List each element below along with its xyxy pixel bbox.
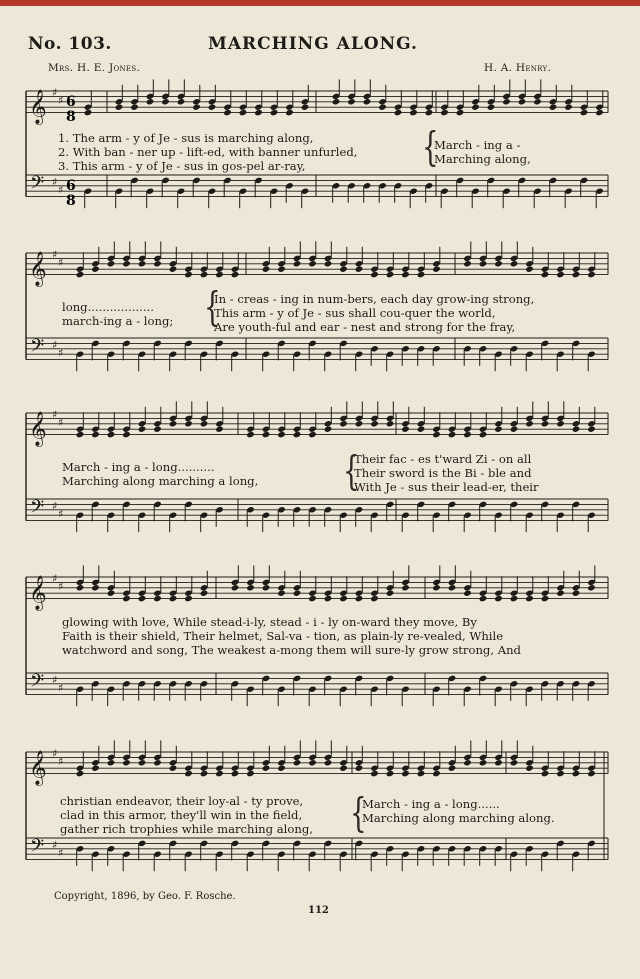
system3-bass-clef: 𝄢 xyxy=(30,497,45,523)
system5-key-sharp: ♯ xyxy=(58,755,64,769)
system1-refrain-brace: { xyxy=(422,124,439,172)
system1-bass-key-sharp: ♯ xyxy=(52,175,58,189)
bass-time-signature-bottom: 8 xyxy=(66,193,76,209)
system2-verse2: This arm - y of Je - sus shall cou-quer the world, xyxy=(214,306,496,320)
system5-refrain1: March - ing a - long...... xyxy=(362,797,500,811)
system4-bass-key-sharp: ♯ xyxy=(52,673,58,687)
system4-verse1: glowing with love, While stead-i-ly, stead - i - ly on-ward they move, By xyxy=(62,615,477,629)
time-signature-top: 6 xyxy=(66,94,76,110)
composer-credit: H. A. Henry. xyxy=(484,62,552,74)
system4-bass-clef: 𝄢 xyxy=(30,671,45,697)
system1-refrain1: March - ing a - xyxy=(434,138,521,152)
page-number: 112 xyxy=(308,905,329,916)
lyricist-credit: Mrs. H. E. Jones. xyxy=(48,62,141,74)
system5-treble-clef: 𝄞 xyxy=(29,750,47,786)
system2-bass-clef: 𝄢 xyxy=(30,336,45,362)
system3-treble-clef: 𝄞 xyxy=(29,411,47,447)
system5-refrain-brace: { xyxy=(350,790,367,838)
system3-key-sharp: ♯ xyxy=(58,416,64,430)
system1-verse2: 2. With ban - ner up - lift-ed, with banner unfurled, xyxy=(58,145,358,159)
system2-refrain1: long.................. xyxy=(62,300,154,314)
system2-refrain2: march-ing a - long; xyxy=(62,314,174,328)
system2-verse1: In - creas - ing in num-bers, each day grow-ing strong, xyxy=(214,292,535,306)
system4-key-sharp: ♯ xyxy=(52,572,58,585)
system5-key-sharp: ♯ xyxy=(52,747,58,760)
system1-key-sharp: ♯ xyxy=(58,94,64,108)
system2-bass-key-sharp: ♯ xyxy=(52,338,58,352)
system3-refrain2: Marching along marching a long, xyxy=(62,474,259,488)
system3-bass-key-sharp: ♯ xyxy=(58,507,64,521)
system4-treble-clef: 𝄞 xyxy=(29,575,47,611)
system5-refrain2: Marching along marching along. xyxy=(362,811,555,825)
system4-key-sharp: ♯ xyxy=(58,580,64,594)
system2-verse-brace: { xyxy=(204,284,221,332)
bass-time-signature-top: 6 xyxy=(66,178,76,194)
system3-verse3: With Je - sus their lead-er, their xyxy=(354,480,539,494)
system1-verse3: 3. This arm - y of Je - sus in gos-pel ar-ray, xyxy=(58,159,306,173)
hymn-title: MARCHING ALONG. xyxy=(208,34,418,54)
system3-verse2: Their sword is the Bi - ble and xyxy=(354,466,532,480)
system5-verse3: gather rich trophies while marching along, xyxy=(60,822,313,836)
system1-bass-key-sharp: ♯ xyxy=(58,183,64,197)
system3-key-sharp: ♯ xyxy=(52,408,58,421)
system5-verse2: clad in this armor, they'll win in the field, xyxy=(60,808,303,822)
system2-treble-clef: 𝄞 xyxy=(29,251,47,287)
system4-bass-key-sharp: ♯ xyxy=(58,681,64,695)
system2-verse3: Are youth-ful and ear - nest and strong for the fray, xyxy=(214,320,516,334)
system3-refrain1: March - ing a - long.......... xyxy=(62,460,215,474)
hymn-number: No. 103. xyxy=(28,34,112,54)
system2-bass-key-sharp: ♯ xyxy=(58,346,64,360)
system4-verse2: Faith is their shield, Their helmet, Sal-va - tion, as plain-ly re-vealed, While xyxy=(62,629,504,643)
system3-verse-brace: { xyxy=(343,448,360,496)
copyright-notice: Copyright, 1896, by Geo. F. Rosche. xyxy=(54,891,236,902)
system3-bass-key-sharp: ♯ xyxy=(52,499,58,513)
system1-bass-clef: 𝄢 xyxy=(30,173,45,199)
system1-verse1: 1. The arm - y of Je - sus is marching along, xyxy=(58,131,314,145)
system1-treble-clef: 𝄞 xyxy=(29,89,47,125)
system5-verse1: christian endeavor, their loy-al - ty prove, xyxy=(60,794,304,808)
system1-refrain2: Marching along, xyxy=(434,152,531,166)
system2-key-sharp: ♯ xyxy=(58,256,64,270)
system3-verse1: Their fac - es t'ward Zi - on all xyxy=(354,452,532,466)
system1-key-sharp: ♯ xyxy=(52,86,58,99)
system2-key-sharp: ♯ xyxy=(52,248,58,261)
system5-bass-clef: 𝄢 xyxy=(30,836,45,862)
system5-bass-key-sharp: ♯ xyxy=(52,838,58,852)
time-signature-bottom: 8 xyxy=(66,109,76,125)
system4-verse3: watchword and song, The weakest a-mong them will sure-ly grow strong, And xyxy=(62,643,521,657)
system5-bass-key-sharp: ♯ xyxy=(58,846,64,860)
